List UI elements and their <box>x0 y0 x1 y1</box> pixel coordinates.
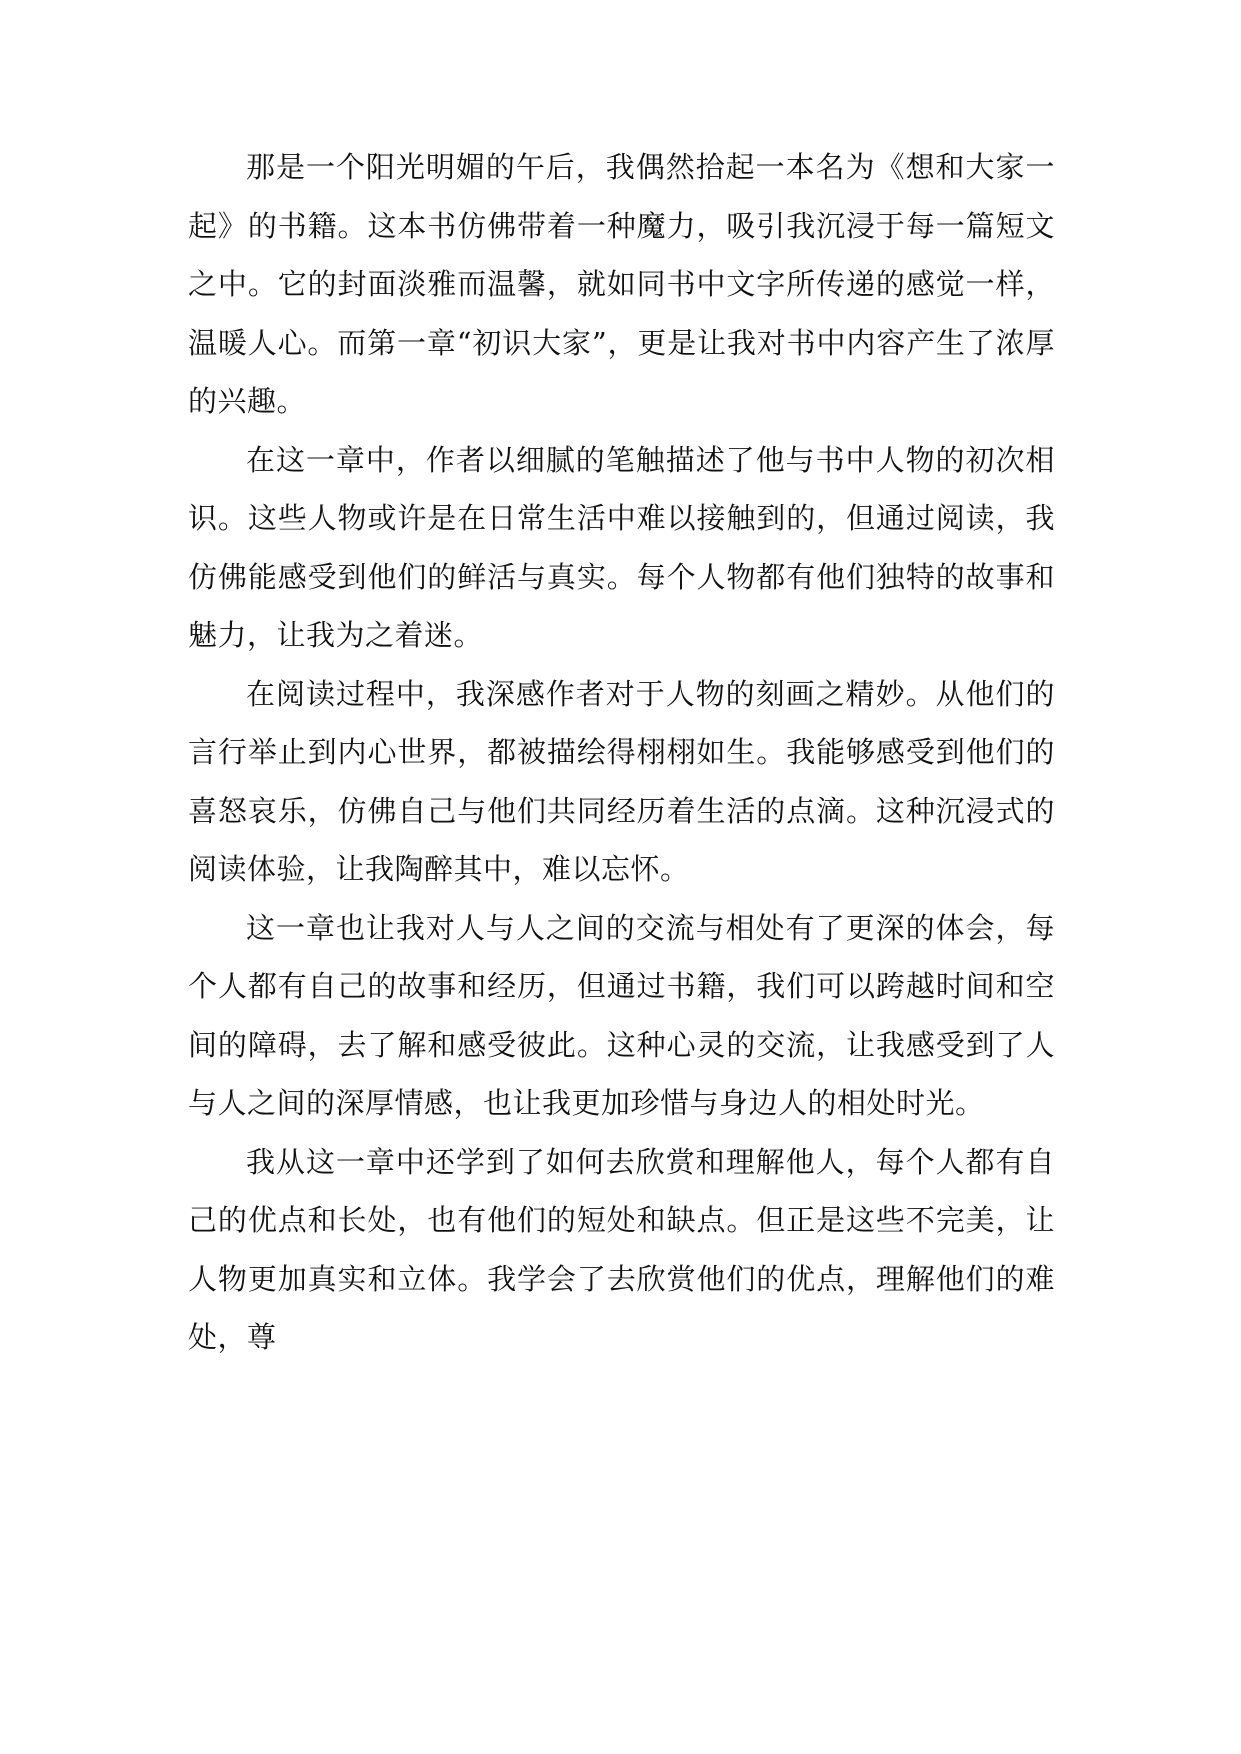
paragraph-4: 这一章也让我对人与人之间的交流与相处有了更深的体会，每个人都有自己的故事和经历，但通过书籍，我们可以跨越时间和空间的障碍，去了解和感受彼此。这种心灵的交流，让我感受到了人与人之间的深厚情感，也让我更加珍惜与身边人的相处时光。 <box>188 910 1055 1120</box>
paragraph-5: 我从这一章中还学到了如何去欣赏和理解他人，每个人都有自己的优点和长处，也有他们的短处和缺点。但正是这些不完美，让人物更加真实和立体。我学会了去欣赏他们的优点，理解他们的难处，尊 <box>188 1144 1055 1354</box>
paragraph-2: 在这一章中，作者以细腻的笔触描述了他与书中人物的初次相识。这些人物或许是在日常生活中难以接触到的，但通过阅读，我仿佛能感受到他们的鲜活与真实。每个人物都有他们独特的故事和魅力，让我为之着迷。 <box>188 442 1055 652</box>
body-text <box>188 138 1055 1367</box>
paragraph-1: 那是一个阳光明媚的午后，我偶然拾起一本名为《想和大家一起》的书籍。这本书仿佛带着一种魔力，吸引我沉浸于每一篇短文之中。它的封面淡雅而温馨，就如同书中文字所传递的感觉一样，温暖人心。而第一章“初识大家”，更是让我对书中内容产生了浓厚的兴趣。 <box>188 150 1055 418</box>
paragraph-3: 在阅读过程中，我深感作者对于人物的刻画之精妙。从他们的言行举止到内心世界，都被描绘得栩栩如生。我能够感受到他们的喜怒哀乐，仿佛自己与他们共同经历着生活的点滴。这种沉浸式的阅读体验，让我陶醉其中，难以忘怀。 <box>188 676 1055 886</box>
